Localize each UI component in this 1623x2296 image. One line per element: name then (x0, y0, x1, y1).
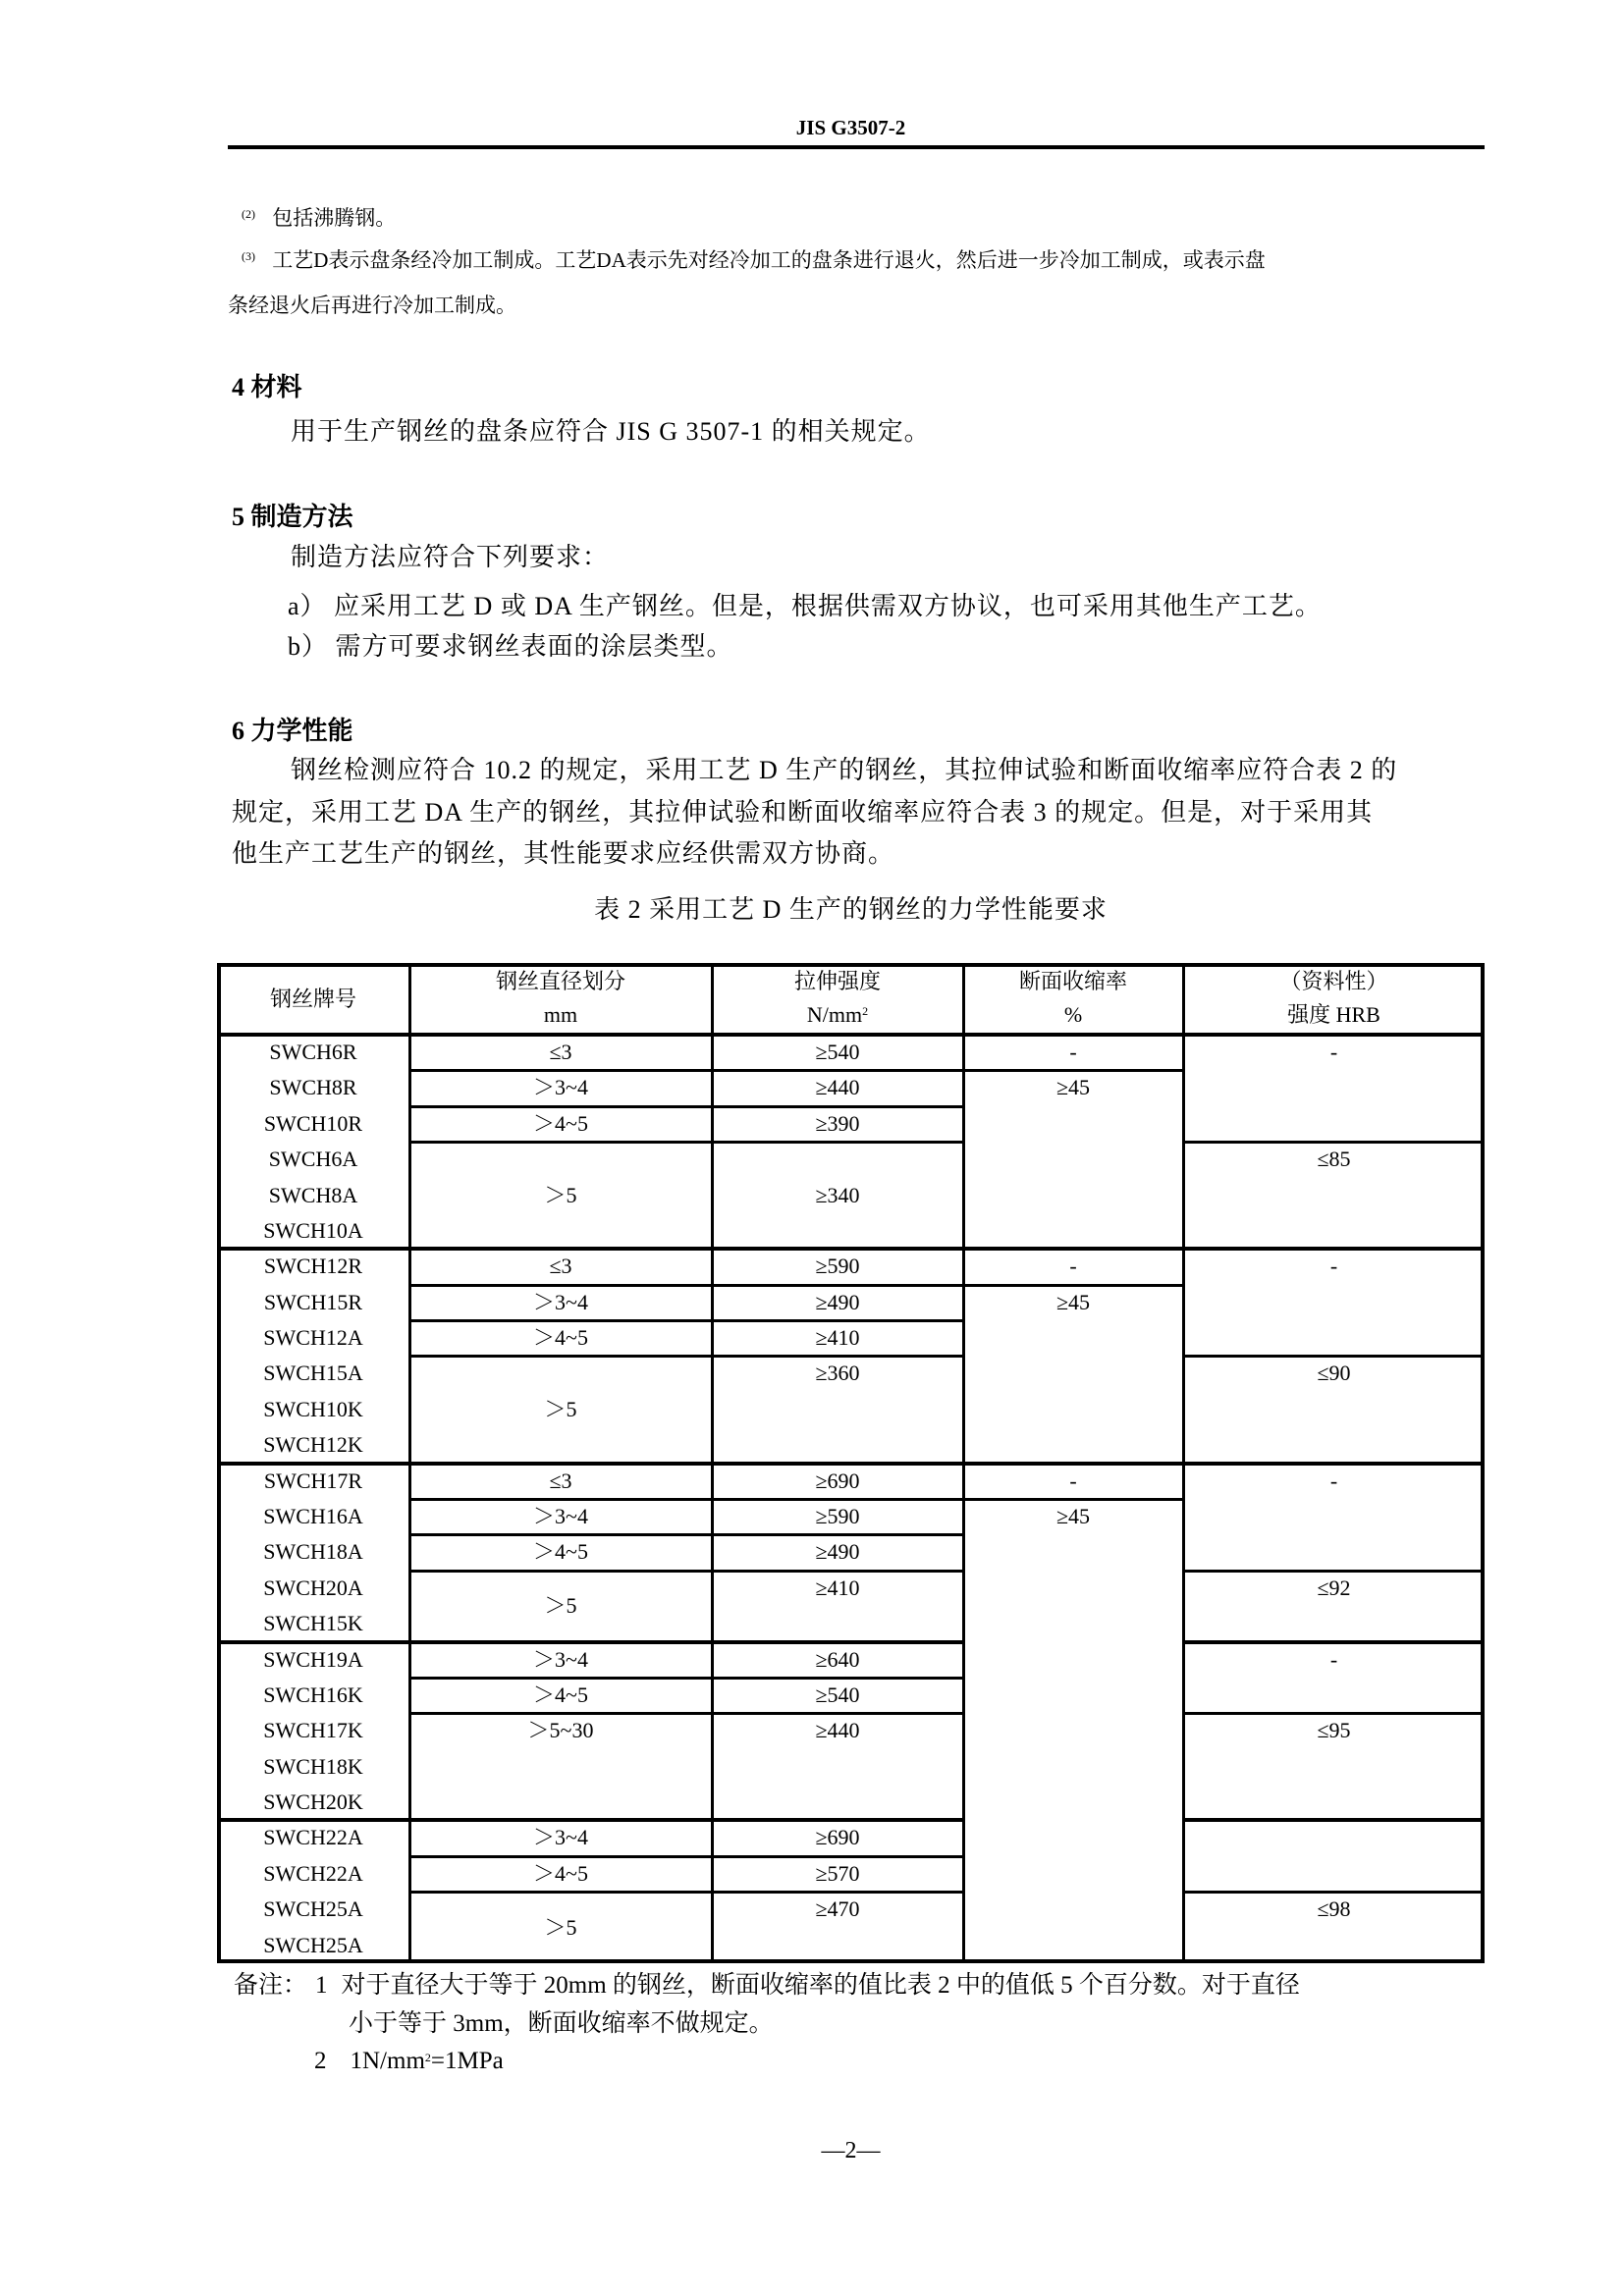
table-cell-divider (712, 1105, 963, 1108)
note-superscript: 2 (424, 2051, 431, 2064)
table-block-divider (217, 1818, 963, 1822)
grade-cell: SWCH6R (269, 1040, 357, 1064)
diameter-cell: ≤3 (549, 1468, 572, 1493)
table-header-cell (409, 963, 712, 1035)
section-5-item-b: b） 需方可要求钢丝表面的涂层类型。 (288, 632, 733, 661)
table-cell-divider (712, 1498, 963, 1501)
table-cell-divider (963, 1284, 1183, 1287)
note-number: 1 (315, 1972, 328, 1999)
table-header-cell (217, 963, 409, 1035)
grade-cell: SWCH8A (268, 1182, 358, 1207)
note-1 (234, 1971, 1300, 2001)
diameter-cell: ＞3~4 (533, 1289, 588, 1314)
table-cell-divider (963, 1498, 1183, 1501)
page-number: —2— (821, 2138, 881, 2163)
footnote-text: 工艺D表示盘条经冷加工制成。工艺DA表示先对经冷加工的盘条进行退火，然后进一步冷加工制成，或表示盘 (272, 248, 1266, 272)
table-header-label: 拉伸强度 (793, 969, 881, 993)
table-header-label: 断面收缩率 (1018, 969, 1127, 993)
diameter-cell: ＞5 (544, 1914, 577, 1940)
tensile-cell: ≥360 (815, 1361, 860, 1386)
table-block-divider (217, 1462, 1485, 1466)
table-cell-divider (712, 1319, 963, 1322)
tensile-cell: ≥390 (815, 1110, 860, 1136)
table-header-unit (712, 998, 963, 1032)
tensile-cell: ≥570 (815, 1860, 860, 1886)
table-cell-divider (1183, 1891, 1485, 1894)
grade-cell: SWCH10A (263, 1217, 363, 1243)
diameter-cell: ≤3 (549, 1254, 572, 1279)
footnote-3 (242, 246, 1266, 274)
mechanical-properties-table (217, 963, 1485, 1963)
table-block-divider (1183, 1640, 1485, 1644)
diameter-cell: ＞3~4 (533, 1646, 588, 1672)
table-cell-divider (963, 1069, 1183, 1072)
note-text-tail: =1MPa (430, 2048, 504, 2074)
note-2 (314, 2047, 504, 2076)
table-cell-divider (712, 1284, 963, 1287)
table-cell-divider (712, 1141, 963, 1144)
tensile-cell: ≥410 (815, 1575, 860, 1600)
header-title: JIS G3507-2 (795, 116, 906, 139)
note-text: 对于直径大于等于 20mm 的钢丝，断面收缩率的值比表 2 中的值低 5 个百分数。对于直径 (341, 1972, 1300, 1999)
grade-cell: SWCH12R (263, 1254, 363, 1279)
table-cell-divider (409, 1570, 712, 1573)
diameter-cell: ＞3~4 (533, 1075, 588, 1100)
tensile-cell: ≥410 (815, 1325, 860, 1351)
table-header-divider (217, 1033, 1485, 1037)
tensile-cell: ≥590 (815, 1254, 860, 1279)
reduction-cell: - (1069, 1254, 1077, 1279)
table-cell-divider (712, 1355, 963, 1358)
grade-cell: SWCH8R (269, 1075, 357, 1100)
hardness-cell: ≤95 (1317, 1718, 1351, 1743)
footnote-2 (242, 204, 396, 232)
unit-text: % (1063, 1002, 1083, 1027)
table-header-label: 钢丝直径划分 (495, 969, 625, 993)
diameter-cell: ＞4~5 (533, 1860, 588, 1886)
hardness-cell: ≤90 (1317, 1361, 1351, 1386)
table-caption: 表 2 采用工艺 D 生产的钢丝的力学性能要求 (594, 895, 1108, 924)
section-5-intro: 制造方法应符合下列要求： (291, 543, 610, 571)
unit-text: mm (543, 1002, 578, 1027)
section-6-heading: 6 力学性能 (232, 717, 353, 745)
grade-cell: SWCH19A (263, 1646, 363, 1672)
table-cell-divider (409, 1141, 712, 1144)
grade-cell: SWCH12K (263, 1432, 363, 1458)
diameter-cell: ＞5~30 (527, 1718, 594, 1743)
reduction-cell: ≥45 (1055, 1504, 1091, 1528)
table-cell-divider (712, 1855, 963, 1858)
table-cell-divider (1183, 1355, 1485, 1358)
hardness-cell: ≤98 (1317, 1896, 1351, 1922)
hardness-cell: ≤92 (1317, 1575, 1351, 1600)
tensile-cell: ≥690 (815, 1825, 860, 1850)
table-cell-divider (712, 1677, 963, 1680)
grade-cell: SWCH18K (263, 1753, 363, 1779)
tensile-cell: ≥540 (815, 1682, 860, 1707)
table-cell-divider (409, 1533, 712, 1536)
unit-text: 强度 HRB (1287, 1002, 1380, 1027)
section-5-item-a: a） 应采用工艺 D 或 DA 生产钢丝。但是，根据供需双方协议，也可采用其他生产工艺。 (288, 592, 1322, 620)
grade-cell: SWCH25A (263, 1896, 363, 1922)
diameter-cell: ＞5 (544, 1593, 577, 1619)
table-header-label: 钢丝牌号 (269, 987, 356, 1011)
header-rule (228, 145, 1485, 149)
hardness-cell: - (1329, 1254, 1338, 1279)
tensile-cell: ≥490 (815, 1539, 860, 1565)
grade-cell: SWCH10R (263, 1110, 363, 1136)
grade-cell: SWCH17R (263, 1468, 363, 1493)
table-cell-divider (409, 1284, 712, 1287)
table-cell-divider (409, 1105, 712, 1108)
hardness-cell: - (1329, 1040, 1338, 1064)
table-cell-divider (712, 1570, 963, 1573)
grade-cell: SWCH22A (263, 1860, 363, 1886)
grade-cell: SWCH16A (263, 1504, 363, 1528)
table-block-divider (217, 1247, 1485, 1251)
grade-cell: SWCH18A (263, 1539, 363, 1565)
table-cell-divider (409, 1891, 712, 1894)
hardness-cell (1183, 1820, 1485, 1855)
diameter-cell: ≤3 (549, 1040, 572, 1064)
diameter-cell: ＞5 (544, 1182, 577, 1207)
footnote-text: 包括沸腾钢。 (272, 206, 397, 230)
footnote-mark: (3) (242, 249, 255, 263)
grade-cell: SWCH10K (263, 1396, 363, 1421)
section-6-line: 钢丝检测应符合 10.2 的规定，采用工艺 D 生产的钢丝，其拉伸试验和断面收缩率应符合表 2 的 (291, 756, 1398, 784)
grade-cell: SWCH20A (263, 1575, 363, 1600)
diameter-cell: ＞4~5 (533, 1110, 588, 1136)
grade-cell: SWCH12A (263, 1325, 363, 1351)
reduction-cell: - (1069, 1040, 1077, 1064)
unit-text: N/mm (806, 1002, 863, 1027)
table-cell-divider (1183, 1570, 1485, 1573)
grade-cell: SWCH6A (268, 1147, 358, 1172)
notes-label: 备注： (234, 1972, 308, 1999)
unit-superscript: 2 (862, 1004, 869, 1018)
tensile-cell: ≥590 (815, 1504, 860, 1528)
footnote-3-continuation: 条经退火后再进行冷加工制成。 (228, 294, 516, 317)
grade-cell: SWCH22A (263, 1825, 363, 1850)
table-cell-divider (712, 1891, 963, 1894)
grade-cell: SWCH25A (263, 1932, 363, 1957)
table-border-bottom (217, 1959, 1485, 1963)
diameter-cell: ＞4~5 (533, 1325, 588, 1351)
diameter-cell: ＞4~5 (533, 1539, 588, 1565)
hardness-cell: - (1329, 1646, 1338, 1672)
tensile-cell: ≥440 (815, 1075, 860, 1100)
section-6-line: 他生产工艺生产的钢丝，其性能要求应经供需双方协商。 (232, 839, 895, 868)
tensile-cell: ≥440 (815, 1718, 860, 1743)
table-header-cell (712, 963, 963, 1035)
table-cell-divider (409, 1677, 712, 1680)
tensile-cell: ≥470 (815, 1896, 860, 1922)
section-4-text: 用于生产钢丝的盘条应符合 JIS G 3507-1 的相关规定。 (291, 417, 931, 446)
table-header-unit (409, 998, 712, 1032)
diameter-cell: ＞4~5 (533, 1682, 588, 1707)
note-number: 2 (314, 2048, 327, 2074)
table-cell-divider (712, 1533, 963, 1536)
table-block-divider (217, 1640, 963, 1644)
diameter-cell: ＞3~4 (533, 1504, 588, 1528)
table-border-top (217, 963, 1485, 967)
table-cell-divider (1183, 1712, 1485, 1715)
table-header-unit (1183, 998, 1485, 1032)
table-cell-divider (409, 1355, 712, 1358)
section-6-line: 规定，采用工艺 DA 生产的钢丝，其拉伸试验和断面收缩率应符合表 3 的规定。但是，对于采用其 (232, 798, 1374, 827)
table-cell-divider (1183, 1141, 1485, 1144)
grade-cell: SWCH15A (263, 1361, 363, 1386)
footnote-mark: (2) (242, 207, 255, 221)
table-cell-divider (409, 1319, 712, 1322)
hardness-cell: ≤85 (1317, 1147, 1351, 1172)
diameter-cell: ＞3~4 (533, 1825, 588, 1850)
reduction-cell: - (1069, 1468, 1077, 1493)
grade-cell: SWCH20K (263, 1789, 363, 1815)
grade-cell: SWCH15K (263, 1611, 363, 1636)
table-header-cell (963, 963, 1183, 1035)
table-cell-divider (409, 1855, 712, 1858)
hardness-cell: - (1329, 1468, 1338, 1493)
reduction-cell: ≥45 (1055, 1075, 1091, 1100)
table-header-label: （资料性） (1279, 969, 1388, 993)
tensile-cell: ≥340 (815, 1182, 860, 1207)
grade-cell: SWCH15R (263, 1289, 363, 1314)
table-cell-divider (409, 1712, 712, 1715)
table-cell-divider (712, 1069, 963, 1072)
table-cell-divider (712, 1712, 963, 1715)
grade-cell: SWCH16K (263, 1682, 363, 1707)
note-text: 1N/mm (350, 2048, 425, 2074)
table-cell-divider (409, 1498, 712, 1501)
table-header-cell (1183, 963, 1485, 1035)
note-1-continuation: 小于等于 3mm，断面收缩率不做规定。 (349, 2010, 774, 2037)
tensile-cell: ≥640 (815, 1646, 860, 1672)
table-header-unit (963, 998, 1183, 1032)
tensile-cell: ≥490 (815, 1289, 860, 1314)
section-4-heading: 4 材料 (232, 373, 302, 401)
tensile-cell: ≥690 (815, 1468, 860, 1493)
table-block-divider (1183, 1818, 1485, 1822)
reduction-cell: ≥45 (1055, 1289, 1091, 1314)
section-5-heading: 5 制造方法 (232, 503, 353, 531)
diameter-cell: ＞5 (544, 1397, 577, 1422)
grade-cell: SWCH17K (263, 1718, 363, 1743)
tensile-cell: ≥540 (815, 1040, 860, 1064)
table-cell-divider (409, 1069, 712, 1072)
